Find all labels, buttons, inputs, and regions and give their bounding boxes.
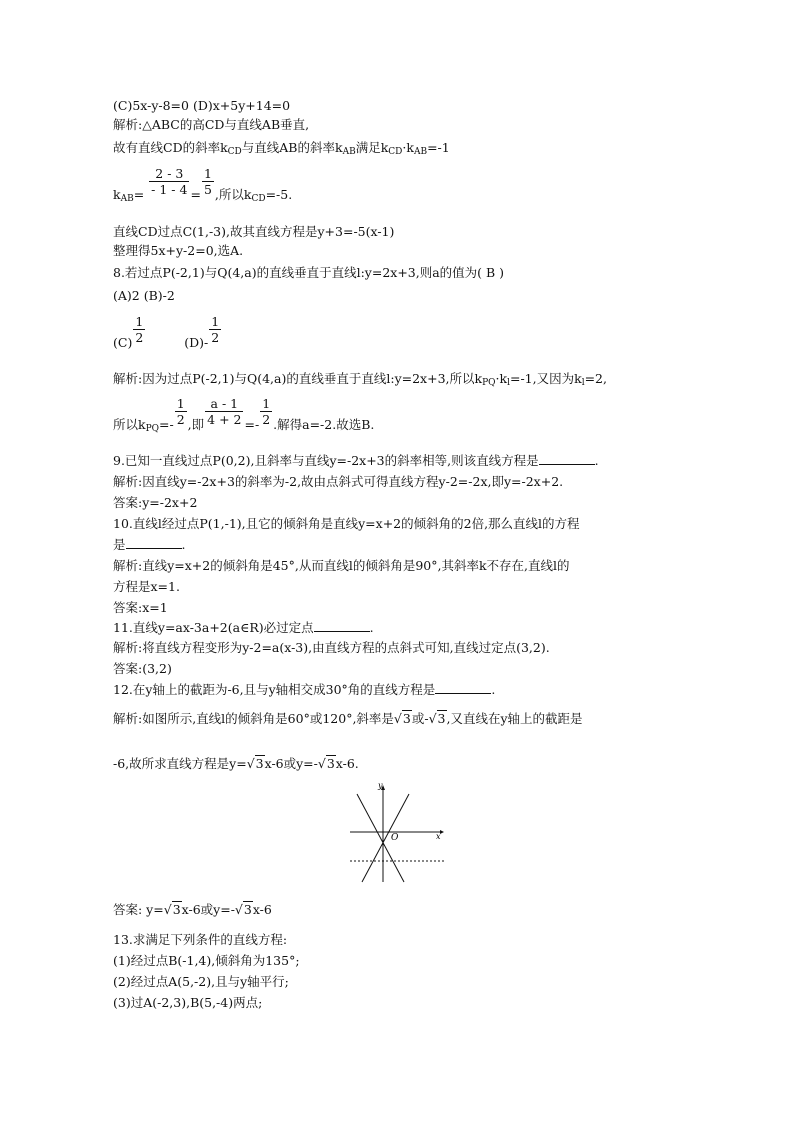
y-axis-label: y — [378, 781, 383, 790]
question-8: 8.若过点P(-2,1)与Q(4,a)的直线垂直于直线l:y=2x+3,则a的值为( B ) — [113, 265, 505, 280]
analysis-line: -6,故所求直线方程是y=√3x-6或y=-√3x-6. — [113, 756, 359, 771]
question-13-part: (1)经过点B(-1,4),倾斜角为135°; — [113, 953, 300, 968]
analysis-line: 所以$k_{PQ}=-$ $\frac{1}{2}$ ,即 $\frac{a - 1}{4 + 2}$ =- $\frac{1}{2}$ .解得a=-2.故选B. — [113, 396, 375, 434]
analysis-line: 解析:将直线方程变形为y-2=a(x-3),由直线方程的点斜式可知,直线过定点(3,2). — [113, 640, 550, 655]
analysis-line: 故有直线CD的斜率$k_{CD}$与直线AB的斜率$k_{AB}$满足$k_{CD}\cdot k_{AB}=-1$ — [113, 140, 450, 157]
answer-line: 答案:y=-2x+2 — [113, 495, 198, 510]
question-13: 13.求满足下列条件的直线方程: — [113, 932, 288, 947]
question-11: 11.直线y=ax-3a+2(a∈R)必过定点 . — [113, 620, 374, 635]
analysis-line: 整理得5x+y-2=0,选A. — [113, 243, 244, 258]
answer-line: 答案:x=1 — [113, 600, 168, 615]
analysis-line: 解析:因直线y=-2x+3的斜率为-2,故由点斜式可得直线方程y-2=-2x,即y=-2x+2. — [113, 474, 564, 489]
analysis-line: 解析:因为过点P(-2,1)与Q(4,a)的直线垂直于直线l:y=2x+3,所以$k_{PQ}\cdot k_l=-1$,又因为$k_l=2$, — [113, 371, 607, 388]
options-cd: (C) $\frac{1}{2}$ (D)- $\frac{1}{2}$ — [113, 314, 220, 350]
option-cd: (C)5x-y-8=0 (D)x+5y+14=0 — [113, 98, 291, 113]
fraction: $\frac{2 - 3}{- 1 - 4}$ — [151, 166, 188, 197]
question-12: 12.在y轴上的截距为-6,且与y轴相交成30°角的直线方程是 . — [113, 682, 496, 697]
answer-line: 答案: y=√3x-6或y=-√3x-6 — [113, 902, 272, 917]
fraction: $\frac{1}{5}$ — [203, 166, 212, 197]
analysis-line: 解析:如图所示,直线l的倾斜角是60°或120°,斜率是√3或-√3,又直线在y轴上的截距是 — [113, 711, 583, 726]
x-axis-label: x — [436, 832, 441, 841]
analysis-line: 直线CD过点C(1,-3),故其直线方程是y+3=-5(x-1) — [113, 224, 395, 239]
analysis-line: 方程是x=1. — [113, 579, 180, 594]
analysis-line: 解析:△ABC的高CD与直线AB垂直, — [113, 117, 310, 132]
question-13-part: (2)经过点A(5,-2),且与y轴平行; — [113, 974, 289, 989]
analysis-line: 解析:直线y=x+2的倾斜角是45°,从而直线l的倾斜角是90°,其斜率k不存在,直线l的 — [113, 558, 570, 573]
slope-formula: $k_{AB}=$ $\frac{2 - 3}{- 1 - 4}$ = $\frac{1}{5}$ ,所以$k_{CD}=-5$. — [113, 166, 293, 204]
question-10: 10.直线l经过点P(1,-1),且它的倾斜角是直线y=x+2的倾斜角的2倍,那么直线l的方程 — [113, 516, 580, 531]
question-10-cont: 是 . — [113, 537, 186, 552]
question-13-part: (3)过A(-2,3),B(5,-4)两点; — [113, 995, 263, 1010]
coordinate-figure — [340, 778, 450, 886]
answer-line: 答案:(3,2) — [113, 661, 172, 676]
options-ab: (A)2 (B)-2 — [113, 288, 175, 303]
question-9: 9.已知一直线过点P(0,2),且斜率与直线y=-2x+3的斜率相等,则该直线方程是 . — [113, 453, 599, 468]
origin-label: O — [391, 833, 399, 843]
